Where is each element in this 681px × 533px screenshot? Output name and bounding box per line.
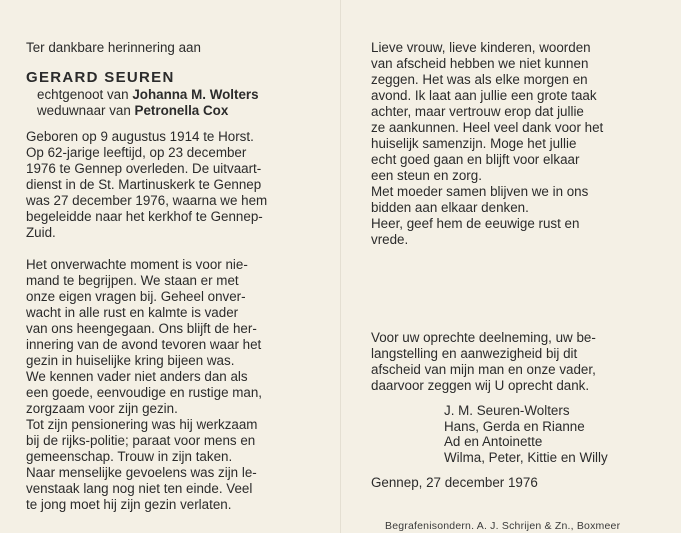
tribute-line: mand te begrijpen. We staan er met	[26, 273, 239, 288]
life-line: begeleidde naar het kerkhof te Gennep-	[26, 209, 263, 224]
tribute-line: te jong moet hij zijn gezin verlaten.	[26, 497, 232, 512]
signer-line: Ad en Antoinette	[444, 434, 543, 449]
thanks-line: Voor uw oprechte deelneming, uw be-	[371, 330, 596, 345]
tribute-line: venstaak lang nog niet ten einde. Veel	[26, 481, 253, 496]
life-line: dienst in de St. Martinuskerk te Gennep	[26, 177, 262, 192]
right-panel	[371, 40, 645, 248]
verse-line: bidden aan elkaar denken.	[371, 200, 529, 215]
tribute-line: Het onverwachte moment is voor nie-	[26, 257, 248, 272]
tribute-line: van ons heengegaan. Ons blijft de her-	[26, 321, 257, 336]
tribute-line: bij de rijks-politie; paraat voor mens en	[26, 433, 256, 448]
thanks-line: afscheid van mijn man en onze vader,	[371, 362, 596, 377]
verse-line: zeggen. Het was als elke morgen en	[371, 72, 588, 87]
tribute-line: Tot zijn pensionering was hij werkzaam	[26, 417, 258, 432]
tribute-line: zorgzaam voor zijn gezin.	[26, 401, 178, 416]
tribute-line: gemeenschap. Trouw in zijn taken.	[26, 449, 233, 464]
widower-prefix: weduwnaar van	[37, 103, 135, 118]
life-line: 1976 te Gennep overleden. De uitvaart-	[26, 161, 262, 176]
deceased-name: GERARD SEUREN	[26, 69, 175, 86]
tribute-text	[26, 257, 298, 513]
thanks-line: langstelling en aanwezigheid bij dit	[371, 346, 578, 361]
verse-line: Lieve vrouw, lieve kinderen, woorden	[371, 40, 591, 55]
thanks-line: daarvoor zeggen wij U oprecht dank.	[371, 378, 590, 393]
tribute-line: onze eigen vragen bij. Geheel onver-	[26, 289, 246, 304]
tribute-line: innering van de avond tevoren waar het	[26, 337, 262, 352]
spouse-line	[26, 87, 298, 103]
intro-line: Ter dankbare herinnering aan	[26, 40, 201, 55]
verse-line: avond. Ik laat aan jullie een grote taak	[371, 88, 597, 103]
spouse-prefix: echtgenoot van	[37, 87, 133, 102]
life-line: Zuid.	[26, 225, 56, 240]
life-line: Geboren op 9 augustus 1914 te Horst.	[26, 129, 254, 144]
verse-line: Heer, geef hem de eeuwige rust en	[371, 216, 580, 231]
tribute-line: wacht in alle rust en kalmte is vader	[26, 305, 239, 320]
signer-line: Hans, Gerda en Rianne	[444, 418, 585, 434]
family-signers	[444, 403, 674, 465]
verse-line: een steun en zorg.	[371, 168, 482, 183]
signer-line: Wilma, Peter, Kittie en Willy	[444, 449, 608, 465]
verse-line: van afscheid hebben we niet kunnen	[371, 56, 589, 71]
tribute-line: We kennen vader niet anders dan als	[26, 369, 248, 384]
verse-line: ze aankunnen. Heel veel dank voor het	[371, 120, 604, 135]
verse-line: echt goed gaan en blijft voor elkaar	[371, 152, 580, 167]
life-line: Op 62-jarige leeftijd, op 23 december	[26, 145, 247, 160]
farewell-verse	[371, 40, 645, 248]
tribute-line: gezin in huiselijke kring bijeen was.	[26, 353, 235, 368]
left-panel	[26, 40, 298, 513]
thanks-text	[371, 330, 645, 394]
tribute-line: Naar menselijke gevoelens was zijn le-	[26, 465, 257, 480]
verse-line: achter, maar vertrouw erop dat jullie	[371, 104, 584, 119]
tribute-line: een goede, eenvoudige en rustige man,	[26, 385, 263, 400]
printer-credit: Begrafenisondern. A. J. Schrijen & Zn., Boxmeer	[385, 520, 621, 532]
place-date: Gennep, 27 december 1976	[371, 475, 538, 490]
verse-line: vrede.	[371, 232, 409, 247]
verse-line: huiselijk samenzijn. Moge het jullie	[371, 136, 577, 151]
life-line: was 27 december 1976, waarna we hem	[26, 193, 268, 208]
widower-name: Petronella Cox	[134, 103, 229, 118]
widower-line	[26, 103, 298, 119]
card-fold-line	[340, 0, 341, 533]
life-details	[26, 129, 298, 241]
spouse-name: Johanna M. Wolters	[132, 87, 259, 102]
verse-line: Met moeder samen blijven we in ons	[371, 184, 589, 199]
signer-line: J. M. Seuren-Wolters	[444, 403, 570, 418]
